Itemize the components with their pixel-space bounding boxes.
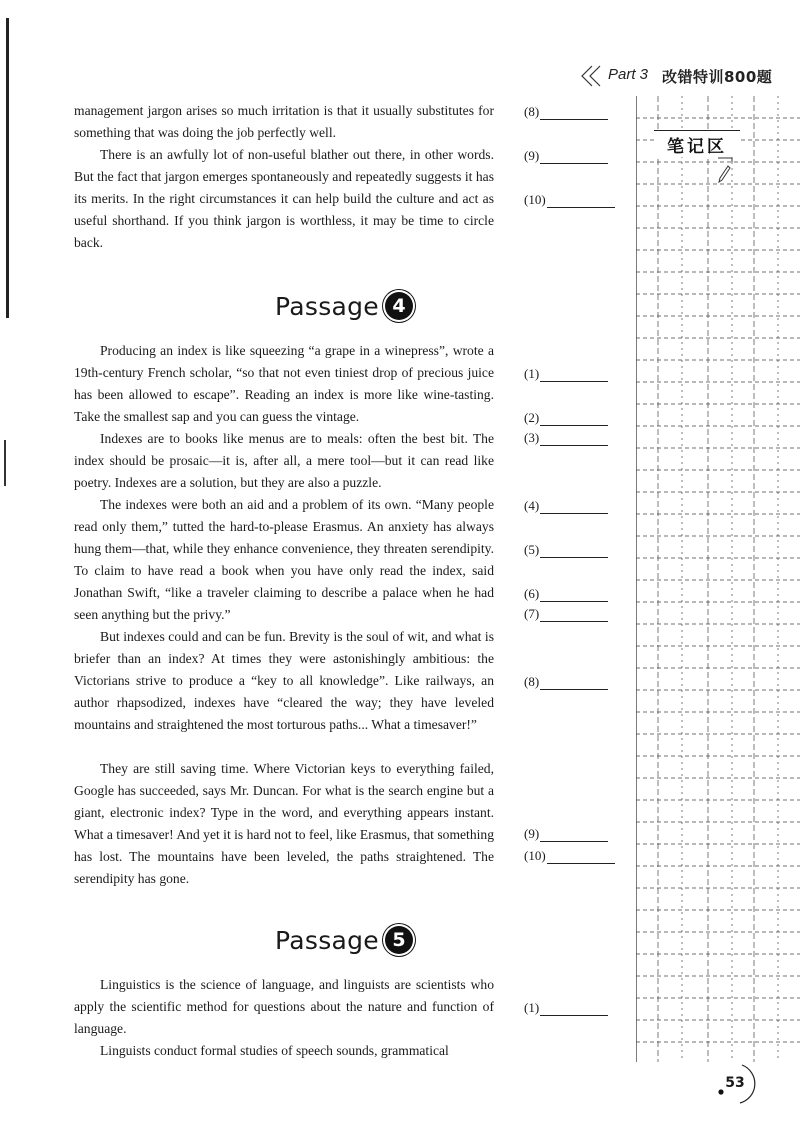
passage-title: Passage [275, 291, 379, 321]
page-number: 53 [725, 1075, 745, 1091]
passage3-paragraph-2: There is an awfully lot of non-useful blather out there, in other words. But the fact that jargon emerges spontaneously and repeatedly suggests it has its merits. In the right circumstances it can help build the culture and act as useful shorthand. If you think jargon is worthless, it may be time to circle back. [74, 147, 494, 250]
chevron-left-icon [578, 64, 604, 88]
passage-4-heading [275, 286, 413, 326]
blank-label: (6) [524, 586, 540, 601]
passage4-paragraph-2: Indexes are to books like menus are to meals: often the best bit. The index should be prosaic—it is, after all, a mere tool—but it can read like poetry. Indexes are a solution, but they are also a puzzle. [74, 431, 494, 490]
blank-label: (10) [524, 192, 546, 207]
blank-label: (9) [524, 148, 540, 163]
blank-line[interactable] [540, 545, 608, 558]
blank-label: (7) [524, 606, 540, 621]
blank-line[interactable] [540, 107, 608, 120]
passage-number-badge: 4 [385, 292, 413, 320]
blank-label: (5) [524, 542, 540, 557]
answer-blank[interactable] [524, 430, 608, 446]
blank-line[interactable] [540, 829, 608, 842]
blank-line[interactable] [540, 1003, 608, 1016]
blank-label: (8) [524, 674, 540, 689]
answer-blank[interactable] [524, 542, 608, 558]
passage3-paragraph-1: management jargon arises so much irritation is that it usually substitutes for something that was doing the job perfectly well. [74, 103, 494, 140]
answer-blank[interactable] [524, 410, 608, 426]
blank-line[interactable] [540, 413, 608, 426]
header-part: Part 3 [608, 66, 649, 83]
margin-tick [4, 440, 6, 486]
answer-blank[interactable] [524, 104, 608, 120]
notes-grid [636, 96, 800, 1062]
blank-label: (3) [524, 430, 540, 445]
passage4-paragraph-5: They are still saving time. Where Victorian keys to everything failed, Google has succeeded, says Mr. Duncan. For what is the search engine but a giant, electronic index? Type in the word, and everything appears instant. What a timesaver! And yet it is hard not to feel, like Erasmus, that something has lost. The mountains have been leveled, the paths straightened. The serendipity has gone. [74, 761, 494, 886]
answer-blank[interactable] [524, 148, 608, 164]
blank-line[interactable] [540, 677, 608, 690]
blank-line[interactable] [540, 501, 608, 514]
margin-bar [6, 18, 9, 318]
passage-5-heading [275, 920, 413, 960]
passage4-paragraph-3: The indexes were both an aid and a problem of its own. “Many people read only them,” tutted the hard-to-please Erasmus. An anxiety has always hung them—that, while they enhance convenience, they threaten serendipity. To claim to have read a book when you have only read the index, said Jonathan Swift, “like a traveler claiming to describe a palace when he had seen anything but the privy.” [74, 497, 494, 622]
answer-blank[interactable] [524, 848, 615, 864]
blank-label: (1) [524, 366, 540, 381]
blank-label: (4) [524, 498, 540, 513]
answer-blank[interactable] [524, 606, 608, 622]
answer-blank[interactable] [524, 586, 608, 602]
blank-label: (10) [524, 848, 546, 863]
passage4-paragraph-1: Producing an index is like squeezing “a grape in a winepress”, wrote a 19th-century French scholar, “so that not even tiniest drop of precious juice has been allowed to escape”. Reading an index is more like wine-tasting. Take the smallest sap and you can guess the vintage. [74, 343, 494, 424]
blank-line[interactable] [540, 433, 608, 446]
answer-blank[interactable] [524, 674, 608, 690]
blank-label: (9) [524, 826, 540, 841]
passage4-paragraph-4: But indexes could and can be fun. Brevity is the soul of wit, and what is briefer than an index? At times they were astonishingly ambitious: the Victorians strive to produce a “key to all knowledge”. Like railways, an author rhapsodized, indexes have “cleared the way; they have leveled mountains and straightened the most torturous paths... What a timesaver!” [74, 629, 494, 732]
header-title: 改错特训800题 [662, 68, 773, 86]
passage-number-badge: 5 [385, 926, 413, 954]
blank-line[interactable] [547, 851, 615, 864]
answer-blank[interactable] [524, 1000, 608, 1016]
blank-label: (2) [524, 410, 540, 425]
blank-label: (1) [524, 1000, 540, 1015]
blank-line[interactable] [540, 369, 608, 382]
answer-blank[interactable] [524, 498, 608, 514]
page-header [578, 62, 800, 92]
notes-label: 笔记区 [654, 130, 740, 157]
passage5-paragraph-1: Linguistics is the science of language, and linguists are scientists who apply the scientific method for questions about the nature and function of language. [74, 977, 494, 1036]
answer-blank[interactable] [524, 192, 615, 208]
answer-blank[interactable] [524, 826, 608, 842]
blank-line[interactable] [540, 609, 608, 622]
blank-label: (8) [524, 104, 540, 119]
blank-line[interactable] [547, 195, 615, 208]
pencil-icon [714, 156, 736, 184]
blank-line[interactable] [540, 589, 608, 602]
passage5-paragraph-2: Linguists conduct formal studies of speech sounds, grammatical [100, 1043, 449, 1058]
passage-title: Passage [275, 925, 379, 955]
blank-line[interactable] [540, 151, 608, 164]
answer-blank[interactable] [524, 366, 608, 382]
